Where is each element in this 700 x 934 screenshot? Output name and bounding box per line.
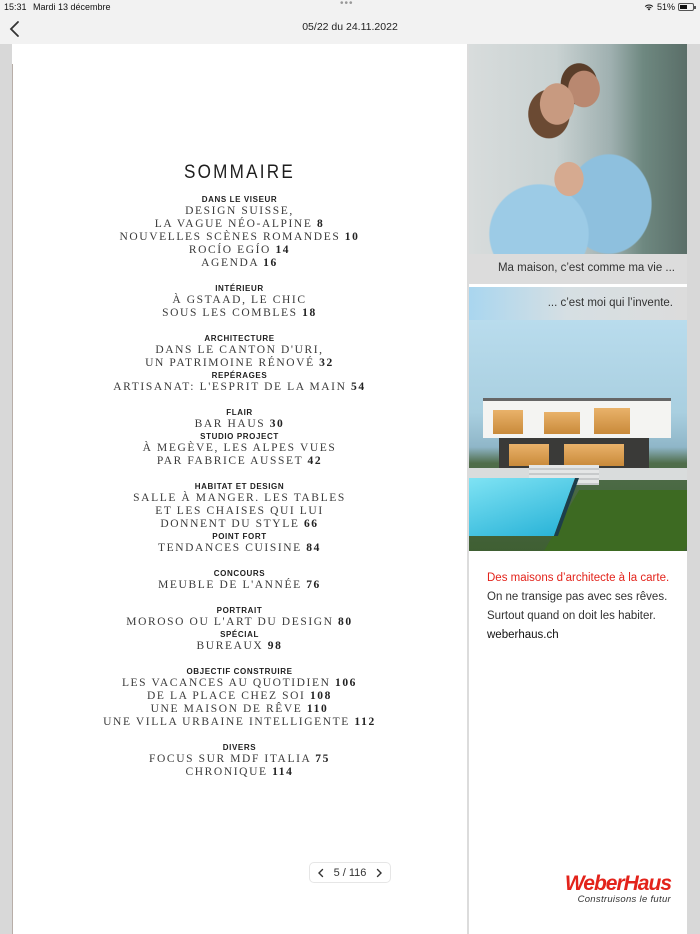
toc-entry-title: CHRONIQUE <box>185 766 273 778</box>
prev-page-button[interactable] <box>316 867 326 879</box>
toc-group <box>12 333 467 394</box>
toc-entry-title: ROCÍO EGÍO <box>188 244 276 256</box>
logo-wordmark: WeberHaus <box>564 872 671 895</box>
window <box>509 444 549 466</box>
toc-entry-title: SALLE À MANGER. LES TABLES <box>133 492 346 504</box>
ad-url[interactable]: weberhaus.ch <box>487 629 559 641</box>
toc-entry-title: À MEGÈVE, LES ALPES VUES <box>142 442 337 454</box>
toc-entry[interactable] <box>12 542 467 555</box>
toc-entry[interactable] <box>12 218 467 231</box>
weberhaus-logo <box>531 872 671 905</box>
toc-entry[interactable] <box>12 703 467 716</box>
toc-entry-title: FOCUS SUR MDF ITALIA <box>149 753 316 765</box>
toc-entry-title: UNE MAISON DE RÊVE <box>150 703 307 715</box>
toc-entry-title: LA VAGUE NÉO-ALPINE <box>154 218 317 230</box>
toc-group <box>12 742 467 779</box>
toc-page-number: 110 <box>306 703 329 715</box>
toc-category: CONCOURS <box>213 569 266 578</box>
toc-entry-title: BAR HAUS <box>194 418 270 430</box>
toc-entry-title: DONNENT DU STYLE <box>160 518 304 530</box>
house-photo <box>469 320 687 551</box>
toc-entry[interactable] <box>12 518 467 531</box>
toc-entry-title: ARTISANAT: L'ESPRIT DE LA MAIN <box>113 381 351 393</box>
toc-category: HABITAT ET DESIGN <box>194 482 285 491</box>
toc-page-number: 106 <box>334 677 358 689</box>
toc-title: SOMMAIRE <box>183 162 296 183</box>
toc-entry-title: UN PATRIMOINE RÉNOVÉ <box>145 357 320 369</box>
toc-group <box>12 666 467 729</box>
toc-entry-title: PAR FABRICE AUSSET <box>156 455 308 467</box>
toc-page-number: 16 <box>263 257 278 269</box>
toc-entry-title: MEUBLE DE L'ANNÉE <box>158 579 307 591</box>
logo-tagline: Construisons le futur <box>577 894 671 905</box>
window <box>493 410 523 434</box>
toc-page-number: 114 <box>272 766 294 778</box>
toc-category: INTÉRIEUR <box>215 284 264 293</box>
toc-entry[interactable] <box>12 307 467 320</box>
toc-entry[interactable] <box>12 244 467 257</box>
toc-page-number: 76 <box>306 579 321 591</box>
toc-entry[interactable] <box>12 205 467 218</box>
ad-body: On ne transige pas avec ses rêves. Surtout quand on doit les habiter. <box>487 591 668 622</box>
window <box>564 444 624 466</box>
toc-category: OBJECTIF CONSTRUIRE <box>186 667 293 676</box>
next-page-button[interactable] <box>374 867 384 879</box>
toc-groups <box>12 194 467 779</box>
toc-entry[interactable] <box>12 381 467 394</box>
toc-entry[interactable] <box>12 616 467 629</box>
window <box>594 408 630 434</box>
toc-entry[interactable] <box>12 344 467 357</box>
toc-entry[interactable] <box>12 677 467 690</box>
toc-entry-title: DANS LE CANTON D'URI, <box>155 344 324 356</box>
toc-category: DANS LE VISEUR <box>201 195 278 204</box>
toc-group <box>12 605 467 653</box>
toc-entry[interactable] <box>12 294 467 307</box>
ad-caption-1: Ma maison, c’est comme ma vie ... <box>469 254 687 284</box>
toc-entry-title: UNE VILLA URBAINE INTELLIGENTE <box>103 716 355 728</box>
battery-percent: 51% <box>656 2 675 12</box>
issue-title: 05/22 du 24.11.2022 <box>302 21 398 33</box>
toc-page-number: 32 <box>319 357 334 369</box>
toc-category: DIVERS <box>222 743 257 752</box>
family-photo <box>469 44 687 254</box>
toc-page-number: 112 <box>354 716 376 728</box>
toc-entry-title: LES VACANCES AU QUOTIDIEN <box>121 677 335 689</box>
toc-entry[interactable] <box>12 579 467 592</box>
toc-entry[interactable] <box>12 455 467 468</box>
toc-group <box>12 194 467 270</box>
ad-caption-2: ... c’est moi qui l’invente. <box>469 287 687 320</box>
ad-headline: Des maisons d’architecte à la carte. <box>487 572 670 584</box>
battery-icon <box>678 3 694 11</box>
wifi-icon <box>644 3 654 11</box>
toc-category: POINT FORT <box>212 532 267 541</box>
toc-entry[interactable] <box>12 716 467 729</box>
toc-category: FLAIR <box>226 408 253 417</box>
status-time: 15:31 <box>4 2 27 12</box>
toc-page-number: 18 <box>302 307 317 319</box>
toc-entry[interactable] <box>12 442 467 455</box>
toc-group <box>12 481 467 555</box>
toc-page-number: 80 <box>338 616 353 628</box>
toc-category: ARCHITECTURE <box>204 334 275 343</box>
toc-group <box>12 407 467 468</box>
toc-category: STUDIO PROJECT <box>200 432 279 441</box>
window <box>544 412 580 434</box>
toc-category: REPÉRAGES <box>211 371 268 380</box>
toc-page-number: 54 <box>351 381 366 393</box>
toc-page-number: 98 <box>267 640 283 652</box>
toc-entry[interactable] <box>12 640 467 653</box>
toc-page-number: 30 <box>269 418 285 430</box>
nav-bar <box>0 14 700 44</box>
toc-page-number: 66 <box>303 518 319 530</box>
toc-entry-title: ET LES CHAISES QUI LUI <box>155 505 324 517</box>
toc-entry[interactable] <box>12 690 467 703</box>
toc-page-number: 42 <box>307 455 323 467</box>
status-bar <box>0 0 700 14</box>
toc-entry[interactable] <box>12 505 467 518</box>
table-of-contents <box>12 162 467 792</box>
toc-group <box>12 283 467 320</box>
status-right <box>644 2 694 12</box>
toc-entry-title: DESIGN SUISSE, <box>185 205 294 217</box>
toc-page-number: 108 <box>309 690 333 702</box>
toc-page-number: 10 <box>344 231 360 243</box>
toc-entry[interactable] <box>12 753 467 766</box>
toc-entry[interactable] <box>12 257 467 270</box>
page-pager <box>309 862 391 883</box>
toc-page-number: 84 <box>306 542 321 554</box>
toc-entry-title: SOUS LES COMBLES <box>162 307 303 319</box>
page-left[interactable] <box>12 44 467 934</box>
toc-entry[interactable] <box>12 357 467 370</box>
toc-category: SPÉCIAL <box>220 630 259 639</box>
toc-entry-title: DE LA PLACE CHEZ SOI <box>146 690 310 702</box>
page-indicator: 5 / 116 <box>333 866 367 879</box>
toc-entry-title: NOUVELLES SCÈNES ROMANDES <box>119 231 345 243</box>
toc-entry-title: AGENDA <box>201 257 264 269</box>
toc-entry-title: À GSTAAD, LE CHIC <box>172 294 307 306</box>
ad-copy <box>487 569 677 645</box>
multitasking-dots[interactable]: ••• <box>340 0 354 9</box>
page-right-ad[interactable] <box>469 44 687 934</box>
status-date: Mardi 13 décembre <box>33 2 111 12</box>
toc-page-number: 8 <box>316 218 325 230</box>
toc-entry-title: BUREAUX <box>196 640 268 652</box>
toc-entry[interactable] <box>12 231 467 244</box>
toc-page-number: 75 <box>315 753 330 765</box>
toc-page-number: 14 <box>275 244 291 256</box>
toc-entry[interactable] <box>12 418 467 431</box>
toc-entry[interactable] <box>12 492 467 505</box>
toc-group <box>12 568 467 592</box>
toc-entry-title: TENDANCES CUISINE <box>158 542 307 554</box>
toc-entry[interactable] <box>12 766 467 779</box>
toc-category: PORTRAIT <box>216 606 263 615</box>
toc-entry-title: MOROSO OU L'ART DU DESIGN <box>126 616 339 628</box>
